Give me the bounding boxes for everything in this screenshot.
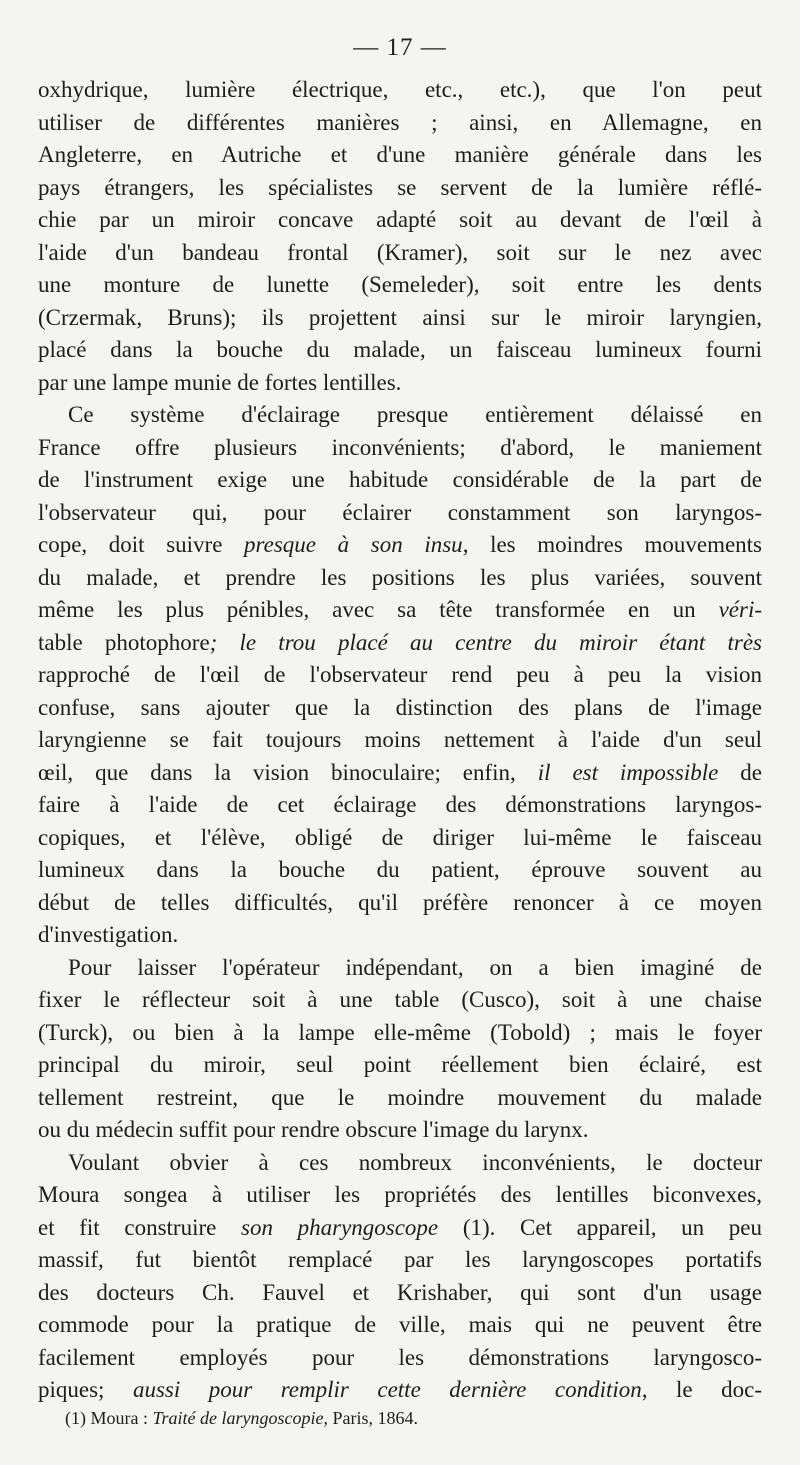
line-text: même les plus pénibles, avec sa tête transformée en un <box>38 597 719 622</box>
line-text: Pour laisser l'opérateur indépendant, on a bien imaginé de <box>68 954 762 980</box>
text-line <box>38 1244 762 1277</box>
text-line <box>38 952 762 985</box>
line-text: début de telles difficultés, qu'il préfère renoncer à ce moyen <box>38 889 762 915</box>
text-line <box>38 1082 762 1115</box>
text-line <box>38 237 762 270</box>
text-line <box>38 497 762 530</box>
line-text: lumineux dans la bouche du patient, éprouve souvent au <box>38 857 762 882</box>
text-line <box>38 367 762 400</box>
line-text: laryngienne se fait toujours moins nettement à l'aide d'un seul <box>38 727 762 752</box>
line-text: (Turck), ou bien à la lampe elle-même (Tobold) ; mais le foyer <box>38 1019 762 1045</box>
text-line <box>38 919 762 952</box>
italic-text: véri- <box>718 597 762 622</box>
line-text: l'observateur qui, pour éclairer constamment son laryngos- <box>38 499 762 525</box>
line-text: rapproché de l'œil de l'observateur rend peu à peu la vision <box>38 662 762 687</box>
line-text: fixer le réflecteur soit à une table (Cusco), soit à une chaise <box>38 987 762 1012</box>
line-text: principal du miroir, seul point réellement bien éclairé, est <box>38 1052 762 1077</box>
text-line <box>38 1147 762 1180</box>
line-text: copiques, et l'élève, obligé de diriger lui-même le faisceau <box>38 824 762 850</box>
line-text: une monture de lunette (Semeleder), soit entre les dents <box>38 272 762 297</box>
text-line <box>38 529 762 562</box>
text-line <box>38 139 762 172</box>
text-line <box>38 302 762 335</box>
line-text: facilement employés pour les démonstrations laryngosco- <box>38 1344 762 1370</box>
line-text: et fit construire <box>38 1214 241 1240</box>
text-line <box>38 1277 762 1310</box>
text-line <box>38 1179 762 1212</box>
line-text: du malade, et prendre les positions les plus variées, souvent <box>38 564 762 590</box>
line-text: Angleterre, en Autriche et d'une manière générale dans les <box>38 142 762 167</box>
text-line <box>38 1309 762 1342</box>
line-text: faire à l'aide de cet éclairage des démonstrations laryngos- <box>38 792 762 817</box>
line-text: pays étrangers, les spécialistes se servent de la lumière réflé- <box>38 174 762 200</box>
line-text: , le doc- <box>641 1377 762 1402</box>
text-line <box>38 432 762 465</box>
text-line <box>38 692 762 725</box>
text-line <box>38 399 762 432</box>
line-text: , les moindres mouvements <box>462 532 763 557</box>
text-line <box>38 204 762 237</box>
footnote <box>65 1407 765 1429</box>
line-text: utiliser de différentes manières ; ainsi, en Allemagne, en <box>38 109 762 135</box>
line-text: par une lampe munie de fortes lentilles. <box>38 369 402 395</box>
text-line <box>38 1342 762 1375</box>
text-line <box>38 107 762 140</box>
line-text: tellement restreint, que le moindre mouvement du malade <box>38 1084 762 1110</box>
line-text: de <box>718 759 762 785</box>
line-text: table photophore <box>38 629 210 655</box>
line-text: Ce système d'éclairage presque entièrement délaissé en <box>68 402 762 427</box>
text-line <box>38 887 762 920</box>
text-line <box>38 1114 762 1147</box>
text-line <box>38 1212 762 1245</box>
text-line <box>38 757 762 790</box>
line-text: des docteurs Ch. Fauvel et Krishaber, qui sont d'un usage <box>38 1279 762 1305</box>
line-text: confuse, sans ajouter que la distinction des plans de l'image <box>38 694 762 720</box>
text-line <box>38 627 762 660</box>
text-line <box>38 724 762 757</box>
line-text: d'investigation. <box>38 922 179 947</box>
text-line <box>38 172 762 205</box>
line-text: massif, fut bientôt remplacé par les laryngoscopes portatifs <box>38 1247 762 1272</box>
italic-text: il est impossible <box>537 759 719 785</box>
line-text: placé dans la bouche du malade, un faisceau lumineux fourni <box>38 337 762 362</box>
text-line <box>38 984 762 1017</box>
text-line <box>38 464 762 497</box>
line-text: œil, que dans la vision binoculaire; enfin, <box>38 759 538 785</box>
line-text: France offre plusieurs inconvénients; d'abord, le maniement <box>38 434 762 460</box>
line-text: Moura songea à utiliser les propriétés des lentilles biconvexes, <box>38 1182 762 1207</box>
text-line <box>38 74 762 107</box>
text-line <box>38 1017 762 1050</box>
footnote-title: Traité de laryngoscopie <box>152 1408 324 1428</box>
italic-text: aussi pour remplir cette dernière condition <box>132 1377 642 1402</box>
footnote-rest: , Paris, 1864. <box>323 1408 418 1428</box>
text-line <box>38 269 762 302</box>
italic-text: presque à son insu <box>244 532 463 557</box>
italic-text: ; le trou placé au centre du miroir étant très <box>209 629 762 655</box>
line-text: oxhydrique, lumière électrique, etc., etc.), que l'on peut <box>38 77 762 102</box>
line-text: ou du médecin suffit pour rendre obscure l'image du larynx. <box>38 1117 589 1142</box>
text-line <box>38 562 762 595</box>
line-text: l'aide d'un bandeau frontal (Kramer), soit sur le nez avec <box>38 239 762 265</box>
text-line <box>38 594 762 627</box>
text-line <box>38 334 762 367</box>
text-line <box>38 659 762 692</box>
page-number: — 17 — <box>353 34 447 61</box>
line-text: piques; <box>38 1377 133 1402</box>
text-line <box>38 1374 762 1407</box>
text-line <box>38 822 762 855</box>
text-line <box>38 789 762 822</box>
italic-text: son pharyngoscope <box>241 1214 439 1240</box>
line-text: (Crzermak, Bruns); ils projettent ainsi sur le miroir laryngien, <box>38 304 762 330</box>
line-text: de l'instrument exige une habitude considérable de la part de <box>38 467 762 492</box>
line-text: chie par un miroir concave adapté soit au devant de l'œil à <box>38 207 762 232</box>
footnote-marker: (1) Moura : <box>65 1408 153 1428</box>
text-line <box>38 854 762 887</box>
body-text <box>38 74 762 1407</box>
line-text: cope, doit suivre <box>38 532 245 557</box>
text-line <box>38 1049 762 1082</box>
line-text: Voulant obvier à ces nombreux inconvénients, le docteur <box>68 1149 762 1175</box>
line-text: (1). Cet appareil, un peu <box>438 1214 763 1240</box>
line-text: commode pour la pratique de ville, mais qui ne peuvent être <box>38 1312 762 1337</box>
